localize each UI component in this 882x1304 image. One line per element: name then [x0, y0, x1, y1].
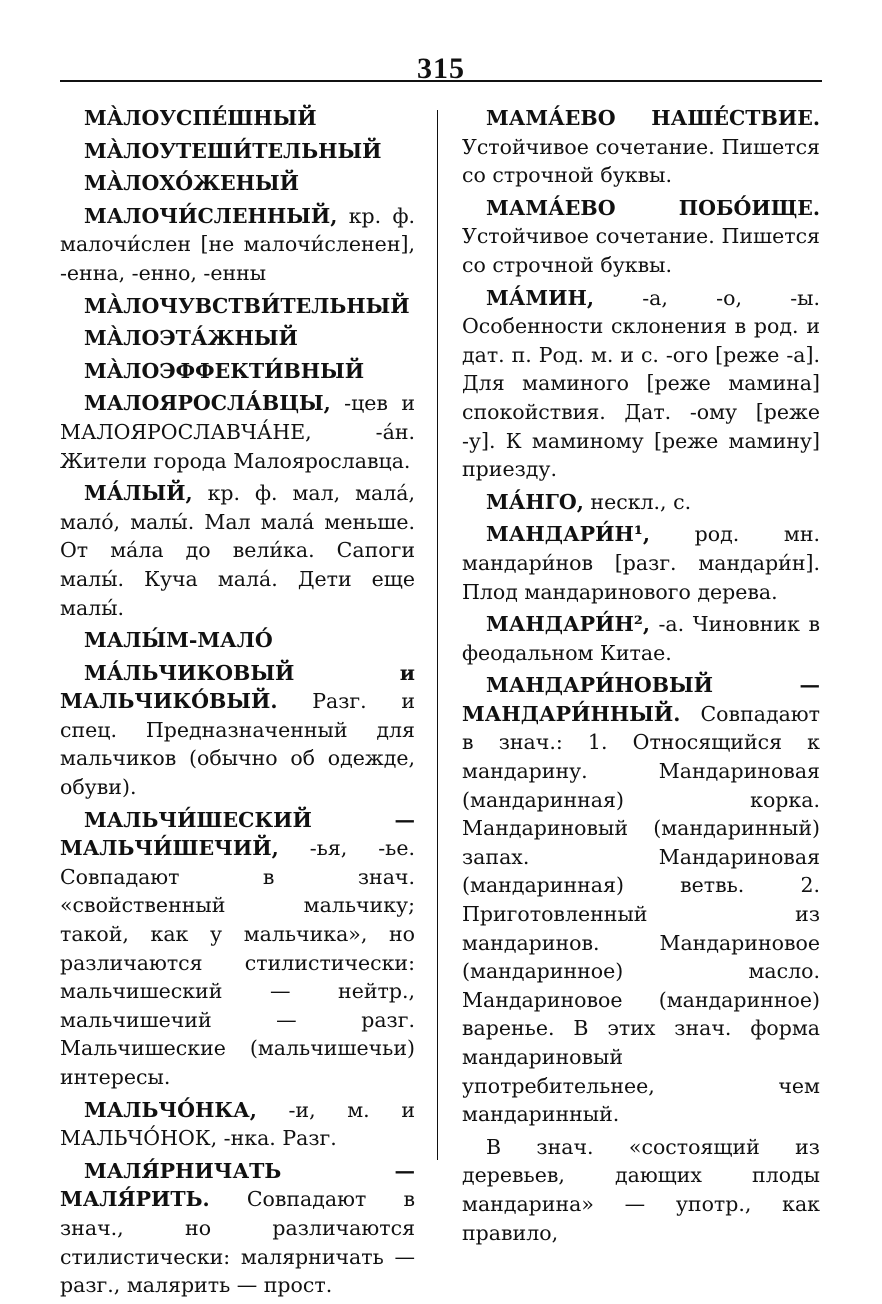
entry-headword: МА́ЛЫЙ, — [84, 481, 193, 506]
entry-headword: МАЛЯ́РНИЧАТЬ — МАЛЯ́РИТЬ. — [60, 1158, 415, 1212]
dictionary-entry — [462, 610, 820, 667]
entry-body: Устойчивое сочетание. Пишется со строчной буквы. — [462, 134, 820, 188]
dictionary-entry — [60, 626, 415, 655]
entry-body: -а. Чиновник в феодальном Китае. — [462, 612, 820, 665]
dictionary-entry — [462, 520, 820, 606]
dictionary-entry — [60, 389, 415, 475]
entry-body: кр. ф. мал, мала́, мало́, малы́. Мал мала́ меньше. От ма́ла до вели́ка. Сапоги малы́. Куча мала́. Дети еще малы́. — [60, 481, 415, 620]
entry-headword: МАЛЬЧО́НКА, — [84, 1097, 257, 1122]
dictionary-entry — [462, 488, 820, 517]
entry-body: Устойчивое сочетание. Пишется со строчной буквы. — [462, 224, 820, 277]
entry-body: род. мн. мандари́нов [разг. мандари́н]. Плод мандаринового дерева. — [462, 522, 820, 604]
dictionary-entry — [462, 1133, 820, 1247]
entry-body: Совпадают в знач., но различаются стилистически: малярничать — разг., малярить — прост. — [60, 1187, 415, 1298]
dictionary-entry — [60, 479, 415, 622]
entry-headword: МА̀ЛОУСПЕ́ШНЫЙ — [84, 106, 317, 130]
entry-body: нескл., с. — [583, 489, 692, 514]
entry-headword: МА̀ЛОЭТА́ЖНЫЙ — [84, 326, 298, 351]
entry-headword: МАЛЬЧИ́ШЕСКИЙ — МАЛЬЧИ́ШЕЧИЙ, — [60, 807, 415, 861]
header-rule — [60, 80, 822, 82]
dictionary-entry — [60, 806, 415, 1092]
dictionary-entry — [60, 1157, 415, 1300]
dictionary-entry — [462, 284, 820, 484]
entry-body: В знач. «состоящий из деревьев, дающих плоды мандарина» — употр., как правило, — [462, 1134, 820, 1245]
entry-body: -ья, -ье. Совпадают в знач. «свойственный мальчику; такой, как у мальчика», но различаются стилистически: мальчишеский — нейтр., мальчишечий — разг. Мальчишеские (мальчишечьи) интересы. — [60, 836, 415, 1089]
entry-body: Совпадают в знач.: 1. Относящийся к мандарину. Мандариновая (мандаринная) корка. Мандариновый (мандаринный) запах. Мандариновая (мандаринная) ветвь. 2. Приготовленный из мандаринов. Мандариновое (мандаринное) масло. Мандариновое (мандаринное) варенье. В этих знач. форма мандариновый употребительнее, чем мандаринный. — [462, 701, 820, 1127]
dictionary-entry — [462, 671, 820, 1129]
entry-body: -и, м. и МАЛЬЧО́НОК, -нка. Разг. — [60, 1097, 415, 1151]
dictionary-entry — [462, 194, 820, 280]
entry-body: Разг. и спец. Предназначенный для мальчиков (обычно об одежде, обуви). — [60, 689, 415, 800]
column-divider — [437, 110, 438, 1160]
dictionary-entry — [462, 104, 820, 190]
entry-headword: МА́НГО, — [486, 489, 584, 514]
left-column — [60, 104, 415, 1304]
right-column — [462, 104, 820, 1251]
dictionary-entry — [60, 169, 415, 198]
entry-headword: МАЛЫ́М-МАЛО́ — [84, 628, 273, 653]
entry-headword: МАНДАРИ́Н², — [486, 612, 650, 637]
entry-headword: МАНДАРИ́Н¹, — [486, 522, 650, 547]
entry-body: кр. ф. малочи́слен [не малочи́сленен], -енна, -енно, -енны — [60, 203, 415, 285]
entry-headword: МАЛОЯРОСЛА́ВЦЫ, — [84, 391, 331, 416]
entry-body: -цев и МАЛОЯРОСЛАВЧА́НЕ, -а́н. Жители города Малоярославца. — [60, 391, 415, 473]
entry-headword: МА̀ЛОЧУВСТВИ́ТЕЛЬНЫЙ — [84, 293, 410, 318]
entry-headword: МА́ЛЬЧИКОВЫЙ и МАЛЬЧИКО́ВЫЙ. — [60, 660, 415, 714]
dictionary-entry — [60, 659, 415, 802]
entry-headword: МА̀ЛОХО́ЖЕНЫЙ — [84, 171, 300, 196]
entry-body: -а, -о, -ы. Особенности склонения в род. и дат. п. Род. м. и с. -ого [реже -а]. Для маминого [реже мамина] спокойствия. Дат. -ому [реже -у]. К маминому [реже мамину] приезду. — [462, 285, 820, 482]
dictionary-entry — [60, 104, 415, 133]
entry-headword: МАМА́ЕВО ПОБО́ИЩЕ. — [486, 195, 820, 220]
entry-headword: МАНДАРИ́НОВЫЙ — МАНДАРИ́ННЫЙ. — [462, 673, 820, 726]
page-number: 315 — [417, 52, 465, 85]
entry-headword: МАЛОЧИ́СЛЕННЫЙ, — [84, 203, 338, 228]
dictionary-entry — [60, 202, 415, 288]
entry-headword: МА̀ЛОЭФФЕКТИ́ВНЫЙ — [84, 358, 365, 383]
dictionary-entry — [60, 1096, 415, 1153]
entry-headword: МАМА́ЕВО НАШЕ́СТВИЕ. — [486, 106, 820, 130]
dictionary-entry — [60, 357, 415, 386]
entry-headword: МА́МИН, — [486, 285, 594, 310]
entry-headword: МА̀ЛОУТЕШИ́ТЕЛЬНЫЙ — [84, 138, 382, 163]
dictionary-entry — [60, 137, 415, 166]
dictionary-entry — [60, 324, 415, 353]
dictionary-entry — [60, 292, 415, 321]
